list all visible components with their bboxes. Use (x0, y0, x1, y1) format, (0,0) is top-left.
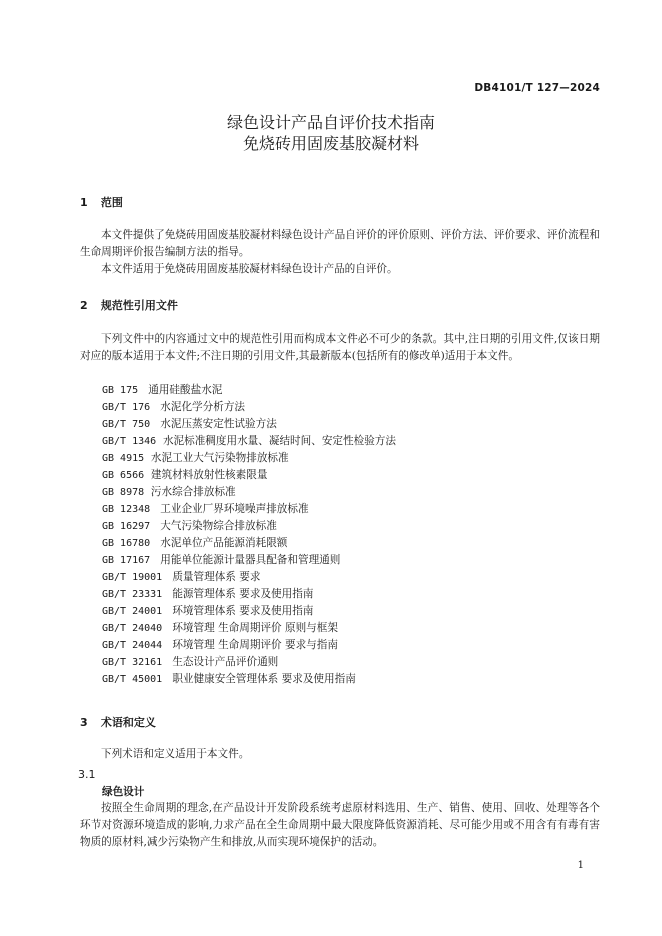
reference-item: GB 16780 水泥单位产品能源消耗限额 (102, 537, 288, 549)
document-title-line1: 绿色设计产品自评价技术指南 (226, 113, 435, 132)
reference-item: GB 6566 建筑材料放射性核素限量 (102, 469, 268, 481)
reference-item: GB/T 24001 环境管理体系 要求及使用指南 (102, 605, 314, 617)
scope-paragraph-2: 本文件适用于免烧砖用固废基胶凝材料绿色设计产品的自评价。 (101, 263, 398, 275)
reference-item: GB/T 750 水泥压蒸安定性试验方法 (102, 418, 277, 430)
section-number: 1 (80, 196, 88, 209)
reference-item: GB/T 19001 质量管理体系 要求 (102, 571, 261, 583)
section-3-heading (80, 714, 156, 730)
reference-item: GB 4915 水泥工业大气污染物排放标准 (102, 452, 289, 464)
reference-item: GB/T 176 水泥化学分析方法 (102, 401, 246, 413)
standard-code: DB4101/T 127—2024 (474, 82, 600, 94)
terms-intro: 下列术语和定义适用于本文件。 (101, 748, 250, 760)
section-title: 范围 (100, 196, 123, 209)
section-1-heading (80, 194, 123, 210)
section-title: 规范性引用文件 (100, 299, 178, 312)
reference-item: GB 17167 用能单位能源计量器具配备和管理通则 (102, 554, 341, 566)
document-title-line2: 免烧砖用固废基胶凝材料 (242, 134, 419, 153)
reference-item: GB/T 24044 环境管理 生命周期评价 要求与指南 (102, 639, 338, 651)
references-intro: 下列文件中的内容通过文中的规范性引用而构成本文件必不可少的条款。其中,注日期的引用文件,仅该日期对应的版本适用于本文件;不注日期的引用文件,其最新版本(包括所有的修改单)适用于本文件。 (80, 333, 600, 362)
term-number: 3.1 (78, 768, 96, 781)
scope-paragraph-1: 本文件提供了免烧砖用固废基胶凝材料绿色设计产品自评价的评价原则、评价方法、评价要求、评价流程和生命周期评价报告编制方法的指导。 (80, 229, 600, 258)
term-name: 绿色设计 (102, 786, 145, 798)
reference-item: GB/T 32161 生态设计产品评价通则 (102, 656, 279, 668)
reference-item: GB 175 通用硅酸盐水泥 (102, 384, 223, 396)
term-definition: 按照全生命周期的理念,在产品设计开发阶段系统考虑原材料选用、生产、销售、使用、回收、处理等各个环节对资源环境造成的影响,力求产品在全生命周期中最大限度降低资源消耗、尽可能少用或不用含有有毒有害物质的原材料,减少污染物产生和排放,从而实现环境保护的活动。 (80, 802, 600, 848)
page-number: 1 (577, 860, 584, 871)
section-2-heading (80, 297, 178, 313)
reference-item: GB 16297 大气污染物综合排放标准 (102, 520, 277, 532)
reference-item: GB/T 45001 职业健康安全管理体系 要求及使用指南 (102, 673, 356, 685)
reference-item: GB 12348 工业企业厂界环境噪声排放标准 (102, 503, 309, 515)
section-title: 术语和定义 (100, 716, 156, 729)
reference-item: GB/T 1346 水泥标准稠度用水量、凝结时间、安定性检验方法 (102, 435, 396, 447)
reference-item: GB 8978 污水综合排放标准 (102, 486, 236, 498)
reference-item: GB/T 24040 环境管理 生命周期评价 原则与框架 (102, 622, 338, 634)
reference-item: GB/T 23331 能源管理体系 要求及使用指南 (102, 588, 314, 600)
section-number: 2 (80, 299, 88, 312)
section-number: 3 (80, 716, 88, 729)
